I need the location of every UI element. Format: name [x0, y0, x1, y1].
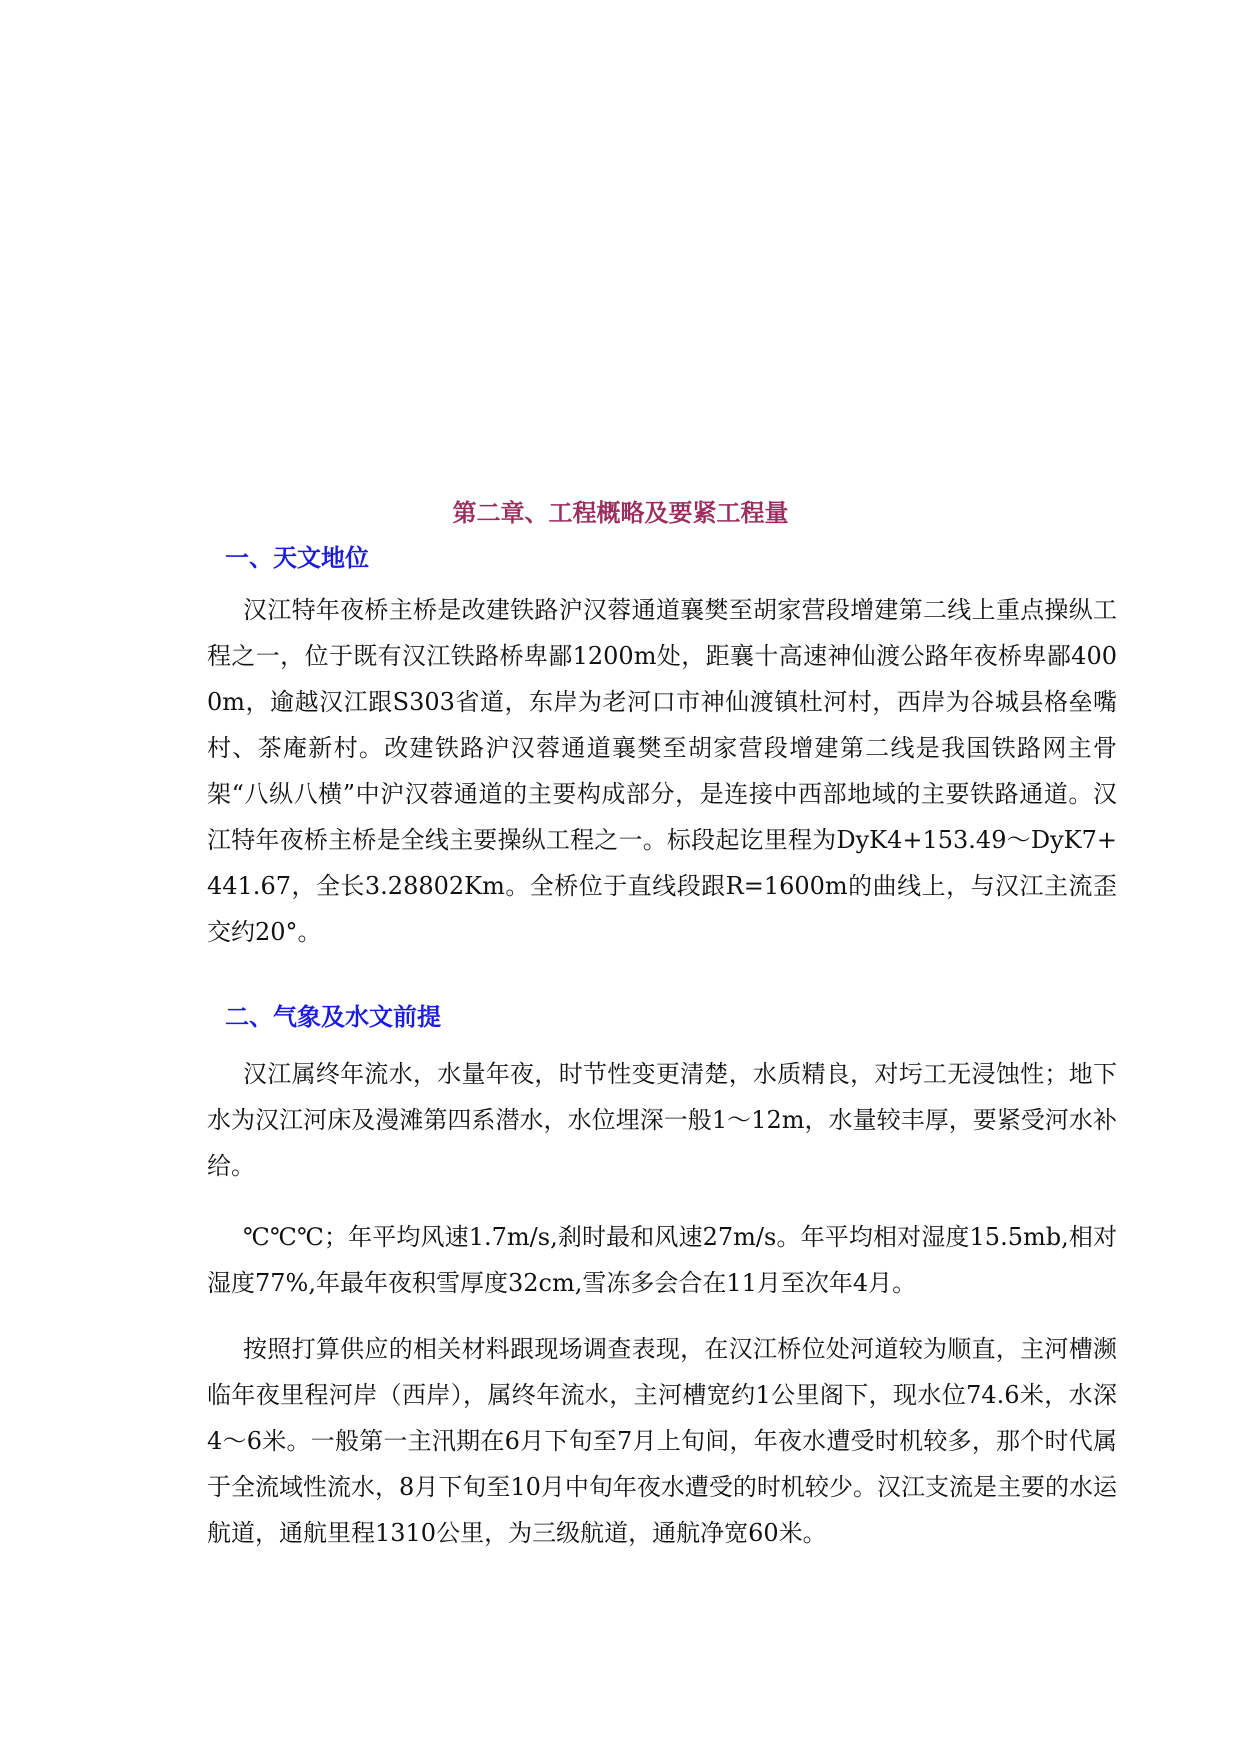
paragraph-climate: ℃℃℃；年平均风速1.7m/s,刹时最和风速27m/s。年平均相对湿度15.5mb,相对湿度77%,年最年夜积雪厚度32cm,雪冻多会合在11月至次年4月。	[207, 1223, 1117, 1297]
paragraph-hydrology: 汉江属终年流水，水量年夜，时节性变更清楚，水质精良，对圬工无浸蚀性；地下水为汉江河床及漫滩第四系潜水，水位埋深一般1～12m，水量较丰厚，要紧受河水补给。	[207, 1060, 1117, 1180]
paragraph-river-channel: 按照打算供应的相关材料跟现场调查表现，在汉江桥位处河道较为顺直，主河槽濒临年夜里程河岸（西岸），属终年流水，主河槽宽约1公里阁下，现水位74.6米，水深4～6米。一般第一主汛期在6月下旬至7月上旬间，年夜水遭受时机较多，那个时代属于全流域性流水，8月下旬至10月中旬年夜水遭受的时机较少。汉江支流是主要的水运航道，通航里程1310公里，为三级航道，通航净宽60米。	[207, 1335, 1117, 1547]
section-heading-geographic-location: 一、天文地位	[225, 544, 369, 572]
paragraph-location: 汉江特年夜桥主桥是改建铁路沪汉蓉通道襄樊至胡家营段增建第二线上重点操纵工程之一，位于既有汉江铁路桥卑鄙1200m处，距襄十高速神仙渡公路年夜桥卑鄙4000m，逾越汉江跟S303省道，东岸为老河口市神仙渡镇杜河村，西岸为谷城县格垒嘴村、茶庵新村。改建铁路沪汉蓉通道襄樊至胡家营段增建第二线是我国铁路网主骨架“八纵八横”中沪汉蓉通道的主要构成部分，是连接中西部地域的主要铁路通道。汉江特年夜桥主桥是全线主要操纵工程之一。标段起讫里程为DyK4+153.49～DyK7+441.67，全长3.28802Km。全桥位于直线段跟R=1600m的曲线上，与汉江主流歪交约20°。	[207, 596, 1117, 946]
section-heading-climate-hydrology: 二、气象及水文前提	[225, 1003, 441, 1031]
chapter-title: 第二章、工程概略及要紧工程量	[452, 499, 789, 527]
